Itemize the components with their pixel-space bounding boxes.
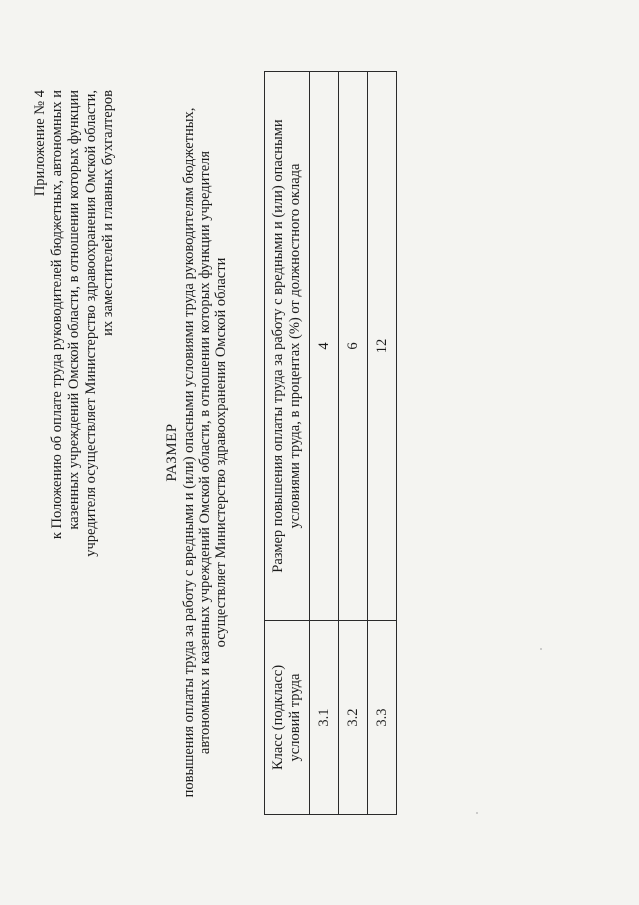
header-size-line: Размер повышения оплаты труда за работу с вредными и (или) опасными (270, 119, 286, 573)
class-cell: 3.1 (310, 621, 339, 815)
appendix-line: учредителя осуществляет Министерство здравоохранения Омской области, (83, 90, 99, 557)
document-title: РАЗМЕР (164, 423, 180, 482)
appendix-line: их заместителей и главных бухгалтеров (100, 90, 116, 336)
table-header-row (265, 72, 310, 815)
header-class-line: Класс (подкласс) (270, 664, 286, 771)
size-cell: 4 (310, 72, 339, 621)
header-class-line: условий труда (287, 673, 303, 762)
table-row (368, 72, 397, 815)
heading-line: осуществляет Министерство здравоохранения Омской области (213, 257, 229, 648)
table-row (339, 72, 368, 815)
header-size-line: условиями труда, в процентах (%) от должностного оклада (287, 163, 303, 529)
header-size (265, 72, 310, 621)
appendix-number: Приложение № 4 (32, 90, 48, 197)
appendix-line: к Положению об оплате труда руководителей бюджетных, автономных и (49, 90, 65, 540)
document-heading (164, 0, 229, 905)
heading-line: повышения оплаты труда за работу с вредными и (или) опасными условиями труда руководителям бюджетных, (181, 107, 197, 798)
allowance-table (264, 71, 397, 815)
size-cell: 12 (368, 72, 397, 621)
class-cell: 3.2 (339, 621, 368, 815)
class-cell: 3.3 (368, 621, 397, 815)
header-class (265, 621, 310, 815)
heading-line: автономных и казенных учреждений Омской области, в отношении которых функции учредителя (197, 150, 213, 755)
appendix-reference (32, 90, 117, 850)
table-row (310, 72, 339, 815)
size-cell: 6 (339, 72, 368, 621)
appendix-line: казенных учреждений Омской области, в отношении которых функции (66, 90, 82, 530)
